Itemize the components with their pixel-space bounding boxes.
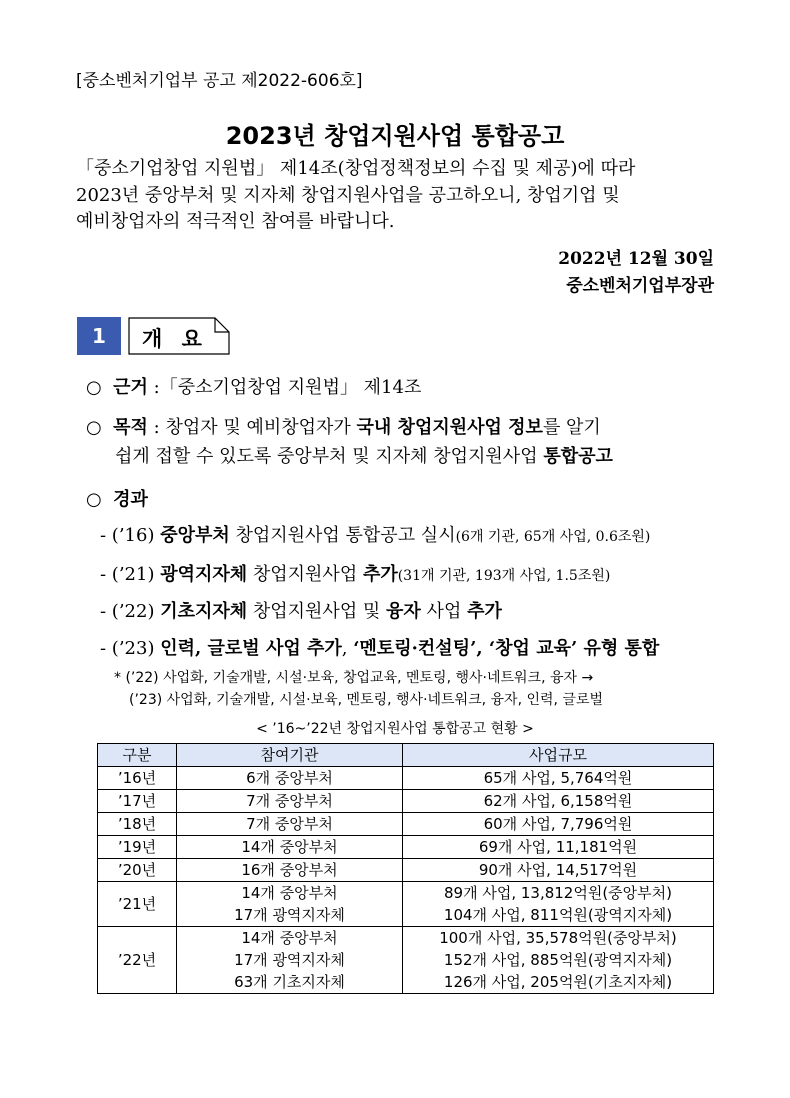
purpose-emphasis-2: 통합공고	[543, 446, 613, 467]
table-caption: < ’16~’22년 창업지원사업 통합공고 현황 >	[256, 721, 534, 737]
cell-line: 6개 중앙부처	[246, 769, 333, 787]
purpose-text-end: 를 알기	[542, 417, 601, 438]
cell-line: 16개 중앙부처	[241, 861, 338, 879]
purpose-line-1	[86, 413, 601, 439]
history-year: - (’16)	[100, 525, 161, 546]
table-header-row	[98, 744, 714, 767]
history-item-2022	[100, 597, 502, 623]
table-cell-agencies	[177, 882, 403, 927]
history-text: 창업지원사업 통합공고 실시	[229, 525, 456, 546]
intro-line-3: 예비창업자의 적극적인 참여를 바랍니다.	[76, 211, 395, 232]
table-row	[98, 859, 714, 882]
document-title: 2023년 창업지원사업 통합공고	[225, 122, 565, 150]
table-cell-scale	[403, 882, 714, 927]
table-cell-agencies	[177, 836, 403, 859]
history-emphasis-2: 추가	[362, 564, 398, 585]
history-emphasis-3: 추가	[467, 601, 502, 622]
history-item-2016	[100, 521, 650, 547]
purpose-emphasis: 국내 창업지원사업 정보	[356, 417, 543, 438]
history-year: - (’22)	[100, 601, 161, 622]
history-emphasis-2: ‘멘토링·컨설팅’, ‘창업 교육’ 유형 통합	[353, 638, 660, 659]
intro-line-2: 2023년 중앙부처 및 지자체 창업지원사업을 공고하오니, 창업기업 및	[76, 185, 620, 206]
cell-line: 14개 중앙부처	[241, 838, 338, 856]
history-emphasis-2: 융자	[386, 601, 421, 622]
history-text-2: 사업	[420, 601, 468, 622]
basis-label: 근거	[113, 377, 148, 398]
history-note-2: (’23) 사업화, 기술개발, 시설·보육, 멘토링, 행사·네트워크, 융자, 인력, 글로벌	[129, 692, 603, 708]
cell-line: 17개 광역지자체	[234, 906, 345, 924]
purpose-line-2	[115, 442, 613, 468]
announcement-date: 2022년 12월 30일	[558, 249, 714, 269]
table-row	[98, 767, 714, 790]
table-cell-scale	[403, 767, 714, 790]
table-row	[98, 836, 714, 859]
cell-line: 90개 사업, 14,517억원	[478, 861, 638, 879]
section-number: 1	[77, 317, 121, 355]
table-cell-year: ’17년	[98, 790, 177, 813]
table-cell-agencies	[177, 767, 403, 790]
bullet-circle: ○	[86, 417, 102, 438]
history-label: 경과	[113, 489, 148, 510]
history-item-2023	[100, 634, 659, 660]
bullet-circle: ○	[86, 377, 102, 398]
cell-line: 152개 사업, 885억원(광역지자체)	[443, 951, 673, 969]
history-note-1: * (’22) 사업화, 기술개발, 시설·보육, 창업교육, 멘토링, 행사·네트워크, 융자 →	[114, 670, 594, 686]
cell-line: 89개 사업, 13,812억원(중앙부처)	[444, 884, 672, 902]
section-label: 개 요	[142, 327, 208, 351]
history-detail: (31개 기관, 193개 사업, 1.5조원)	[397, 568, 611, 584]
table-header: 사업규모	[403, 744, 714, 767]
table-cell-scale	[403, 790, 714, 813]
cell-line: 100개 사업, 35,578억원(중앙부처)	[439, 929, 677, 947]
section-label-box	[128, 317, 230, 355]
cell-line: 7개 중앙부처	[246, 792, 333, 810]
table-cell-year: ’20년	[98, 859, 177, 882]
cell-line: 65개 사업, 5,764억원	[483, 769, 633, 787]
basis-line	[86, 373, 421, 399]
cell-line: 60개 사업, 7,796억원	[483, 815, 633, 833]
cell-line: 63개 기초지자체	[234, 973, 345, 991]
history-emphasis: 중앙부처	[160, 525, 230, 546]
cell-line: 14개 중앙부처	[241, 884, 338, 902]
table-cell-scale	[403, 813, 714, 836]
history-item-2021	[100, 560, 610, 586]
history-heading	[86, 485, 148, 511]
history-text: 창업지원사업 및	[247, 601, 387, 622]
table-cell-year: ’18년	[98, 813, 177, 836]
table-row	[98, 790, 714, 813]
table-header: 구분	[98, 744, 177, 767]
table-cell-agencies	[177, 927, 403, 994]
history-year: - (’21)	[100, 564, 161, 585]
cell-line: 104개 사업, 811억원(광역지자체)	[443, 906, 673, 924]
table-cell-year: ’19년	[98, 836, 177, 859]
table-row	[98, 813, 714, 836]
table-row	[98, 882, 714, 927]
table-header: 참여기관	[177, 744, 403, 767]
history-year: - (’23)	[100, 638, 161, 659]
table-cell-scale	[403, 927, 714, 994]
purpose-label: 목적	[113, 417, 148, 438]
history-text: 창업지원사업	[247, 564, 363, 585]
cell-line: 126개 사업, 205억원(기초지자체)	[443, 973, 673, 991]
cell-line: 69개 사업, 11,181억원	[478, 838, 638, 856]
history-text: ,	[341, 638, 354, 659]
cell-line: 17개 광역지자체	[234, 951, 345, 969]
cell-line: 14개 중앙부처	[241, 929, 338, 947]
notice-number: [중소벤처기업부 공고 제2022-606호]	[76, 71, 363, 91]
history-emphasis: 광역지자체	[160, 564, 248, 585]
basis-text: :「중소기업창업 지원법」 제14조	[147, 377, 422, 398]
cell-line: 62개 사업, 6,158억원	[483, 792, 633, 810]
table-cell-agencies	[177, 859, 403, 882]
purpose-text: : 창업자 및 예비창업자가	[147, 417, 357, 438]
cell-line: 7개 중앙부처	[246, 815, 333, 833]
history-emphasis: 기초지자체	[160, 601, 248, 622]
table-cell-year: ’22년	[98, 927, 177, 994]
purpose-text-2: 쉽게 접할 수 있도록 중앙부처 및 지자체 창업지원사업	[115, 446, 544, 467]
table-row	[98, 927, 714, 994]
intro-line-1: 「중소기업창업 지원법」 제14조(창업정책정보의 수집 및 제공)에 따라	[76, 158, 636, 179]
table-cell-scale	[403, 859, 714, 882]
table-cell-scale	[403, 836, 714, 859]
table-cell-agencies	[177, 790, 403, 813]
history-table	[97, 743, 714, 994]
table-cell-agencies	[177, 813, 403, 836]
table-cell-year: ’16년	[98, 767, 177, 790]
history-detail: (6개 기관, 65개 사업, 0.6조원)	[455, 529, 651, 545]
bullet-circle: ○	[86, 489, 102, 510]
table-cell-year: ’21년	[98, 882, 177, 927]
issuer: 중소벤처기업부장관	[566, 276, 714, 296]
history-emphasis: 인력, 글로벌 사업 추가	[160, 638, 342, 659]
